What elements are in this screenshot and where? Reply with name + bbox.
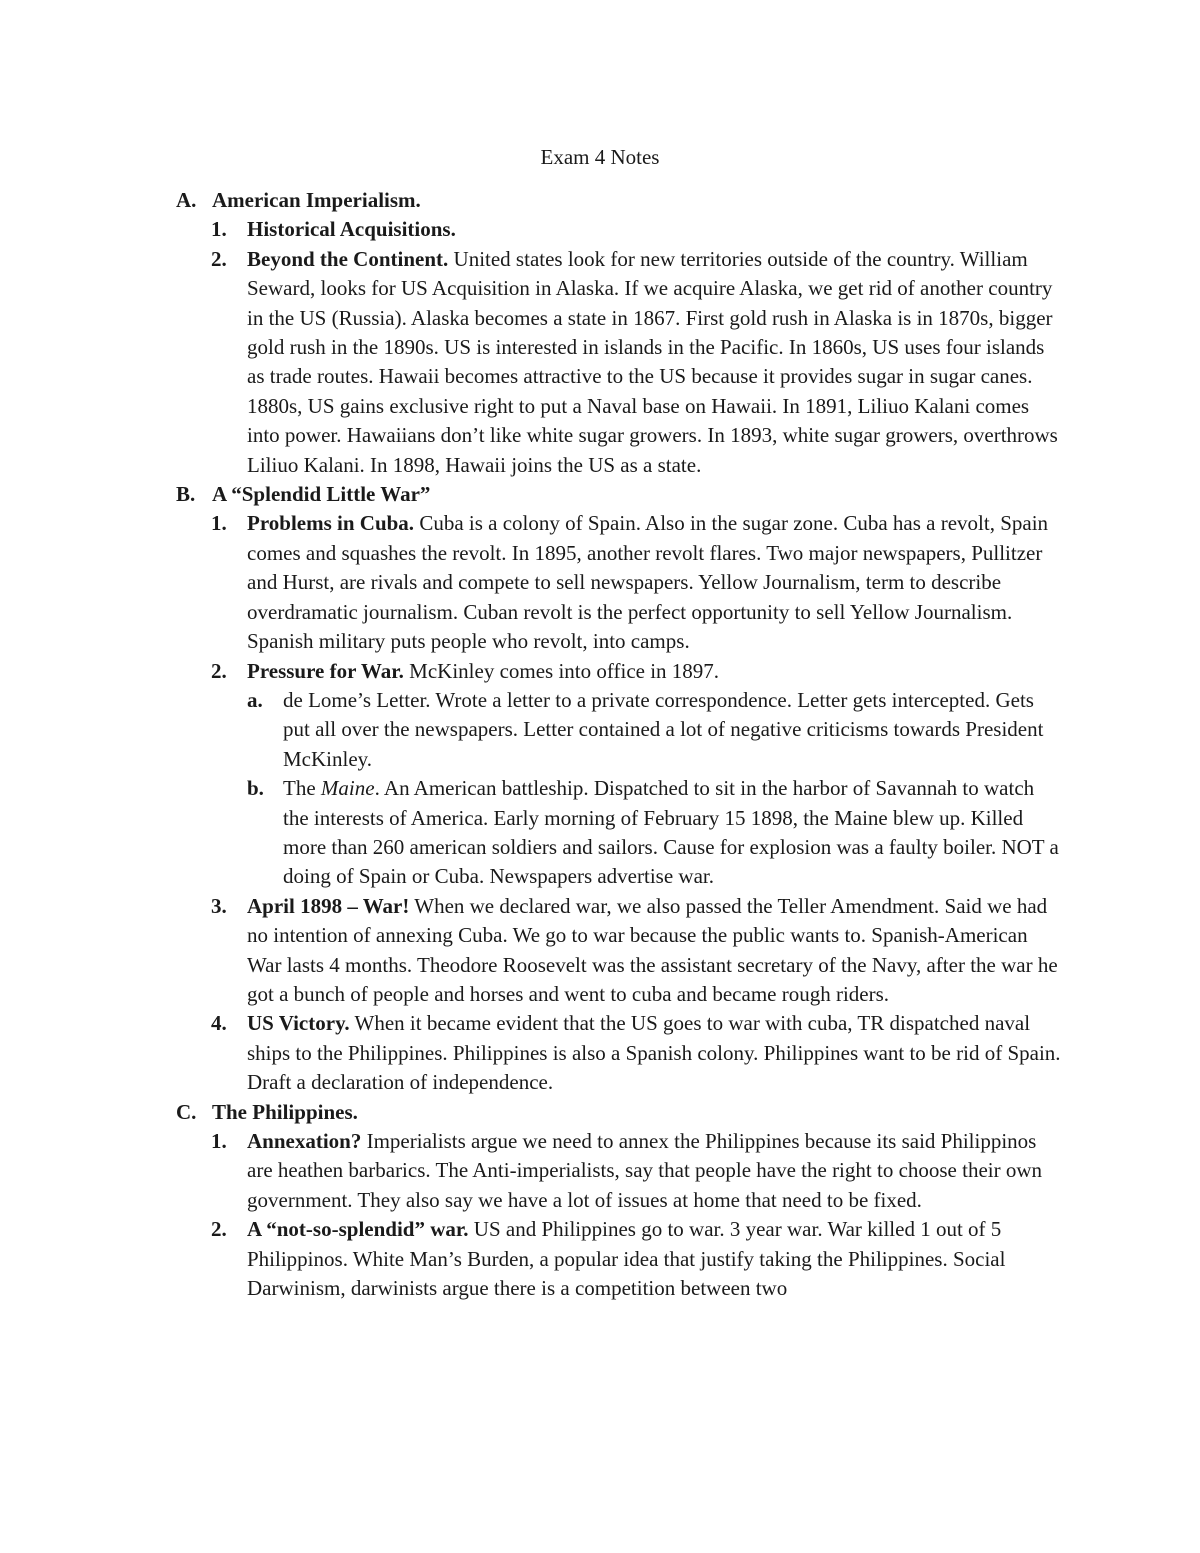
sub-item-prefix: The <box>283 776 321 801</box>
item-number: 3. <box>211 893 227 918</box>
list-item <box>0 892 1062 1010</box>
section-letter: B. <box>176 482 196 507</box>
item-text: Cuba is a colony of Spain. Also in the sugar zone. Cuba has a revolt, Spain comes and squashes the revolt. In 1895, another revolt flares. Two major newspapers, Pullitzer and Hurst, are rivals and compete to sell newspapers. Yellow Journalism, term to describe overdramatic journalism. Cuban revolt is the perfect opportunity to sell Yellow Journalism. Spanish military puts people who revolt, into camps. <box>247 511 1049 654</box>
item-number: 2. <box>211 658 227 683</box>
list-item <box>0 1215 1062 1303</box>
list-item <box>0 215 1062 244</box>
item-heading: Pressure for War. <box>247 658 404 683</box>
item-text: United states look for new territories outside of the country. William Seward, looks for US Acquisition in Alaska. If we acquire Alaska, we get rid of another country in the US (Russia). Alaska becomes a state in 1867. First gold rush in Alaska is in 1870s, bigger gold rush in the 1890s. US is interested in islands in the Pacific. In 1860s, US uses four islands as trade routes. Hawaii becomes attractive to the US because it provides sugar in sugar canes. 1880s, US gains exclusive right to put a Naval base on Hawaii. In 1891, Liliuo Kalani comes into power. Hawaiians don’t like white sugar growers. In 1893, white sugar growers, overthrows Liliuo Kalani. In 1898, Hawaii joins the US as a state. <box>247 246 1058 477</box>
item-number: 2. <box>211 1217 227 1242</box>
section-heading-text: A “Splendid Little War” <box>212 482 431 507</box>
list-item <box>0 1127 1062 1215</box>
item-text: US and Philippines go to war. 3 year war. War killed 1 out of 5 Philippinos. White Man’s Burden, a popular idea that justify taking the Philippines. Social Darwinism, darwinists argue there is a competition between two <box>247 1217 1006 1301</box>
section-c <box>0 1098 1200 1304</box>
item-text: McKinley comes into office in 1897. <box>403 658 720 683</box>
section-a <box>0 186 1200 480</box>
section-heading <box>0 480 1200 509</box>
item-text: When we declared war, we also passed the Teller Amendment. Said we had no intention of annexing Cuba. We go to war because the public wants to. Spanish-American War lasts 4 months. Theodore Roosevelt was the assistant secretary of the Navy, after the war he got a bunch of people and horses and went to cuba and became rough riders. <box>247 893 1058 1006</box>
document-title: Exam 4 Notes <box>540 145 660 169</box>
item-heading: US Victory. <box>247 1011 350 1036</box>
item-number: 4. <box>211 1011 227 1036</box>
sub-item <box>0 774 1063 892</box>
sub-item-letter: b. <box>247 776 264 801</box>
item-number: 1. <box>211 1129 227 1153</box>
list-item <box>0 1009 1062 1097</box>
section-heading-text: American Imperialism. <box>212 188 421 212</box>
list-item <box>0 657 1062 686</box>
section-b <box>0 480 1200 1098</box>
item-number: 1. <box>211 511 227 536</box>
section-heading <box>0 1098 1200 1127</box>
sub-item-text: . An American battleship. Dispatched to sit in the harbor of Savannah to watch the interests of America. Early morning of February 15 1898, the Maine blew up. Killed more than 260 american soldiers and sailors. Cause for explosion was a faulty boiler. NOT a doing of Spain or Cuba. Newspapers advertise war. <box>283 776 1059 889</box>
item-number: 1. <box>211 217 227 242</box>
item-text: When it became evident that the US goes to war with cuba, TR dispatched naval ships to the Philippines. Philippines is also a Spanish colony. Philippines want to be rid of Spain. Draft a declaration of independence. <box>247 1011 1061 1095</box>
list-item <box>0 245 1062 480</box>
section-letter: C. <box>176 1099 197 1124</box>
item-heading: Problems in Cuba. <box>247 511 415 536</box>
sub-item-text: de Lome’s Letter. Wrote a letter to a private correspondence. Letter gets intercepted. Gets put all over the newspapers. Letter contained a lot of negative criticisms towards President McKinley. <box>283 687 1044 771</box>
list-item <box>0 509 1062 656</box>
section-heading <box>0 186 1200 215</box>
sub-item-italic: Maine <box>320 776 375 801</box>
item-heading: A “not-so-splendid” war. <box>247 1217 469 1242</box>
item-heading: Historical Acquisitions. <box>247 217 456 242</box>
sub-item-letter: a. <box>247 687 263 712</box>
item-heading: Annexation? <box>247 1129 362 1153</box>
section-heading-text: The Philippines. <box>212 1099 358 1124</box>
item-heading: April 1898 – War! <box>247 893 410 918</box>
document-body <box>0 186 1200 1303</box>
section-letter: A. <box>176 188 197 212</box>
item-number: 2. <box>211 246 227 271</box>
item-text: Imperialists argue we need to annex the Philippines because its said Philippinos are heathen barbarics. The Anti-imperialists, say that people have the right to choose their own government. They also say we have a lot of issues at home that need to be fixed. <box>247 1129 1043 1212</box>
sub-item <box>0 686 1063 774</box>
item-heading: Beyond the Continent. <box>247 246 449 271</box>
